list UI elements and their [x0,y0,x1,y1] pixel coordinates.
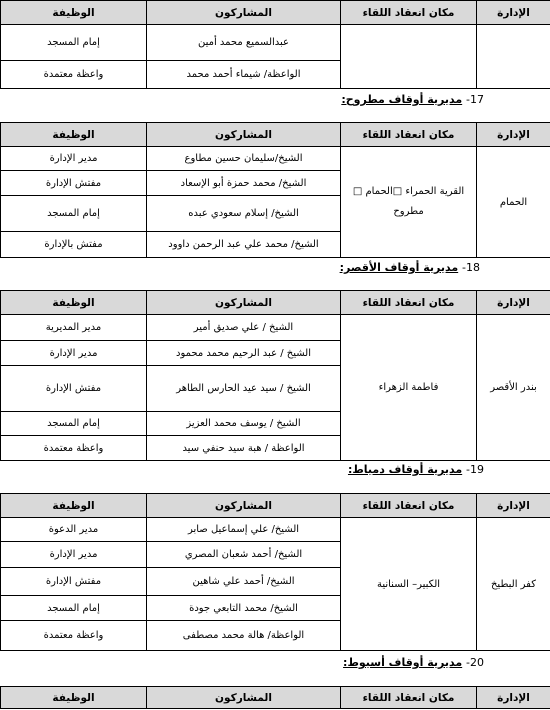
col-header-place: مكان انعقاد اللقاء [341,291,477,315]
section-heading-18: 18- مديرية أوقاف الأقصر: [339,261,480,274]
col-header-admin: الإدارة [477,494,550,518]
col-header-participants: المشاركون [147,123,341,147]
participant-job: مفتش الإدارة [1,366,147,412]
participant-name: الواعظة/ هالة محمد مصطفى [147,621,341,651]
section-heading-17: 17- مديرية أوقاف مطروح: [341,93,484,106]
table-continuation [0,0,550,89]
section-heading-20: 20- مديرية أوقاف أسيوط: [343,656,484,669]
participant-name: الشيخ/ أحمد علي شاهين [147,568,341,596]
participant-name: الواعظة/ شيماء أحمد محمد [147,61,341,89]
col-header-job: الوظيفة [1,1,147,25]
admin-cell [477,25,550,89]
col-header-job: الوظيفة [1,123,147,147]
participant-job: مدير المديرية [1,315,147,341]
participant-name: الواعظة / هبة سيد حنفي سيد [147,436,341,461]
participant-name: الشيخ/سليمان حسين مطاوع [147,147,341,171]
section-heading-19: 19- مديرية أوقاف دمياط: [347,463,484,476]
place-line: القرية الحمراء □الحمام □ [352,186,465,197]
participant-job: إمام المسجد [1,412,147,436]
place-cell: الكبير– السنانية [341,518,477,651]
participant-job: مفتش الإدارة [1,568,147,596]
participant-job: مفتش بالإدارة [1,232,147,258]
col-header-admin: الإدارة [477,1,550,25]
participant-job: مدير الإدارة [1,542,147,568]
place-cell: فاطمة الزهراء [341,315,477,461]
col-header-participants: المشاركون [147,687,341,709]
participant-job: إمام المسجد [1,25,147,61]
participant-job: إمام المسجد [1,596,147,621]
participant-job: مدير الإدارة [1,147,147,171]
table-matrouh [0,122,550,258]
place-line: مطروح [393,206,424,217]
participant-job: إمام المسجد [1,196,147,232]
participant-name: الشيخ / يوسف محمد العزيز [147,412,341,436]
col-header-participants: المشاركون [147,1,341,25]
col-header-admin: الإدارة [477,123,550,147]
col-header-place: مكان انعقاد اللقاء [341,123,477,147]
participant-job: واعظة معتمدة [1,621,147,651]
participant-job: مدير الدعوة [1,518,147,542]
col-header-job: الوظيفة [1,291,147,315]
participant-name: عبدالسميع محمد أمين [147,25,341,61]
col-header-admin: الإدارة [477,687,550,709]
table-assiut [0,686,550,709]
table-damietta [0,493,550,651]
participant-name: الشيخ/ إسلام سعودي عبده [147,196,341,232]
admin-cell: الحمام [477,147,550,258]
participant-job: مدير الإدارة [1,341,147,366]
participant-job: واعظة معتمدة [1,436,147,461]
col-header-job: الوظيفة [1,494,147,518]
col-header-place: مكان انعقاد اللقاء [341,1,477,25]
participant-job: مفتش الإدارة [1,171,147,196]
admin-cell: كفر البطيخ [477,518,550,651]
place-cell [341,25,477,89]
col-header-participants: المشاركون [147,291,341,315]
col-header-place: مكان انعقاد اللقاء [341,687,477,709]
participant-name: الشيخ/ محمد علي عبد الرحمن داوود [147,232,341,258]
participant-name: الشيخ/ أحمد شعبان المصري [147,542,341,568]
col-header-participants: المشاركون [147,494,341,518]
col-header-admin: الإدارة [477,291,550,315]
participant-name: الشيخ/ علي إسماعيل صابر [147,518,341,542]
participant-job: واعظة معتمدة [1,61,147,89]
participant-name: الشيخ / علي صديق أمير [147,315,341,341]
participant-name: الشيخ / سيد عيد الحارس الطاهر [147,366,341,412]
participant-name: الشيخ / عبد الرحيم محمد محمود [147,341,341,366]
col-header-place: مكان انعقاد اللقاء [341,494,477,518]
col-header-job: الوظيفة [1,687,147,709]
admin-cell: بندر الأقصر [477,315,550,461]
table-luxor [0,290,550,461]
participant-name: الشيخ/ محمد التابعي جودة [147,596,341,621]
place-cell [341,147,477,258]
participant-name: الشيخ/ محمد حمزة أبو الإسعاد [147,171,341,196]
